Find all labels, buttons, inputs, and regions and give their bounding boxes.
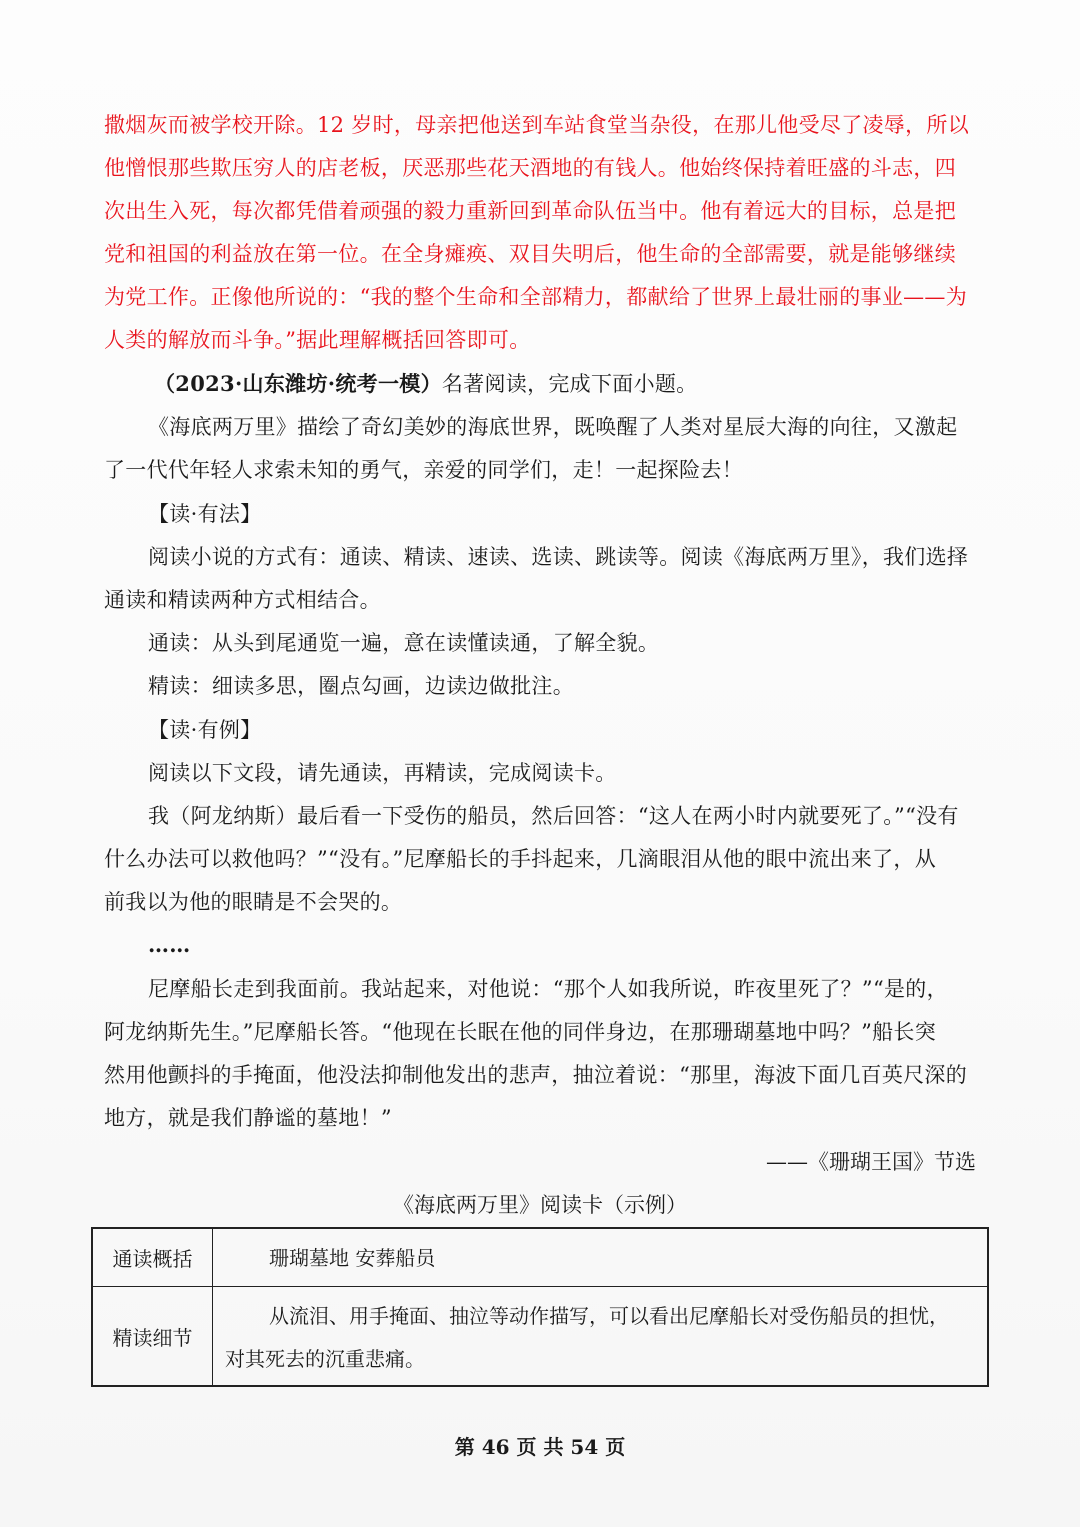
method-paragraph-line-2: 通读和精读两种方式相结合。 [104, 588, 381, 612]
table-row [93, 1229, 987, 1287]
analysis-line-3: 次出生入死，每次都凭借着顽强的毅力重新回到革命队伍当中。他有着远大的目标，总是把 [104, 199, 956, 223]
intro-line-1: 《海底两万里》描绘了奇幻美妙的海底世界，既唤醒了人类对星辰大海的向往，又激起 [148, 415, 958, 439]
excerpt2-line-1: 尼摩船长走到我面前。我站起来，对他说：“那个人如我所说，昨夜里死了？”“是的， [148, 977, 948, 1001]
row-header-summary: 通读概括 [93, 1229, 213, 1286]
excerpt2-line-3: 然用他颤抖的手掩面，他没法抑制他发出的悲声，抽泣着说：“那里，海波下面几百英尺深的 [104, 1063, 968, 1087]
section-heading-example: 【读·有例】 [148, 718, 262, 742]
intro-line-2: 了一代代年轻人求索未知的勇气，亲爱的同学们，走！一起探险去！ [104, 458, 743, 482]
row-content-summary [213, 1229, 987, 1286]
reading-card-table [91, 1227, 989, 1387]
example-instruction: 阅读以下文段，请先通读，再精读，完成阅读卡。 [148, 761, 617, 785]
analysis-line-1: 撒烟灰而被学校开除。12 岁时，母亲把他送到车站食堂当杂役，在那儿他受尽了凌辱，所以 [104, 113, 969, 137]
method-close-reading: 精读：细读多思，圈点勾画，边读边做批注。 [148, 674, 574, 698]
excerpt1-line-2: 什么办法可以救他吗？”“没有。”尼摩船长的手抖起来，几滴眼泪从他的眼中流出来了，从 [104, 847, 937, 871]
method-paragraph-line-1: 阅读小说的方式有：通读、精读、速读、选读、跳读等。阅读《海底两万里》，我们选择 [148, 545, 969, 569]
row-header-detail: 精读细节 [93, 1287, 213, 1385]
summary-text: 珊瑚墓地 安葬船员 [269, 1246, 436, 1270]
question-source-tag: （2023·山东潍坊·统考一模） [154, 371, 442, 396]
reading-card-title: 《海底两万里》阅读卡（示例） [393, 1193, 687, 1217]
excerpt1-line-3: 前我以为他的眼睛是不会哭的。 [104, 890, 403, 914]
excerpt1-line-1: 我（阿龙纳斯）最后看一下受伤的船员，然后回答：“这人在两小时内就要死了。”“没有 [148, 804, 959, 828]
row-content-detail [213, 1287, 987, 1385]
excerpt2-line-2: 阿龙纳斯先生。”尼摩船长答。“他现在长眠在他的同伴身边，在那珊瑚墓地中吗？”船长突 [104, 1020, 937, 1044]
excerpt-ellipsis: …… [148, 932, 191, 957]
analysis-line-2: 他憎恨那些欺压穷人的店老板，厌恶那些花天酒地的有钱人。他始终保持着旺盛的斗志，四 [104, 156, 956, 180]
question-prompt: 名著阅读，完成下面小题。 [441, 372, 698, 396]
question-header [154, 369, 697, 399]
table-row [93, 1287, 987, 1385]
detail-text-line-1: 从流泪、用手掩面、抽泣等动作描写，可以看出尼摩船长对受伤船员的担忧， [269, 1304, 949, 1328]
analysis-line-6: 人类的解放而斗争。”据此理解概括回答即可。 [104, 328, 531, 352]
section-heading-method: 【读·有法】 [148, 502, 262, 526]
page-number-footer: 第 46 页 共 54 页 [454, 1435, 626, 1459]
detail-text-line-2: 对其死去的沉重悲痛。 [225, 1347, 425, 1371]
excerpt2-line-4: 地方，就是我们静谧的墓地！” [104, 1106, 392, 1130]
excerpt-attribution: ——《珊瑚王国》节选 [766, 1150, 976, 1174]
analysis-line-5: 为党工作。正像他所说的：“我的整个生命和全部精力，都献给了世界上最壮丽的事业——为 [104, 285, 968, 309]
analysis-line-4: 党和祖国的利益放在第一位。在全身瘫痪、双目失明后，他生命的全部需要，就是能够继续 [104, 242, 956, 266]
method-skim-reading: 通读：从头到尾通览一遍，意在读懂读通，了解全貌。 [148, 631, 660, 655]
